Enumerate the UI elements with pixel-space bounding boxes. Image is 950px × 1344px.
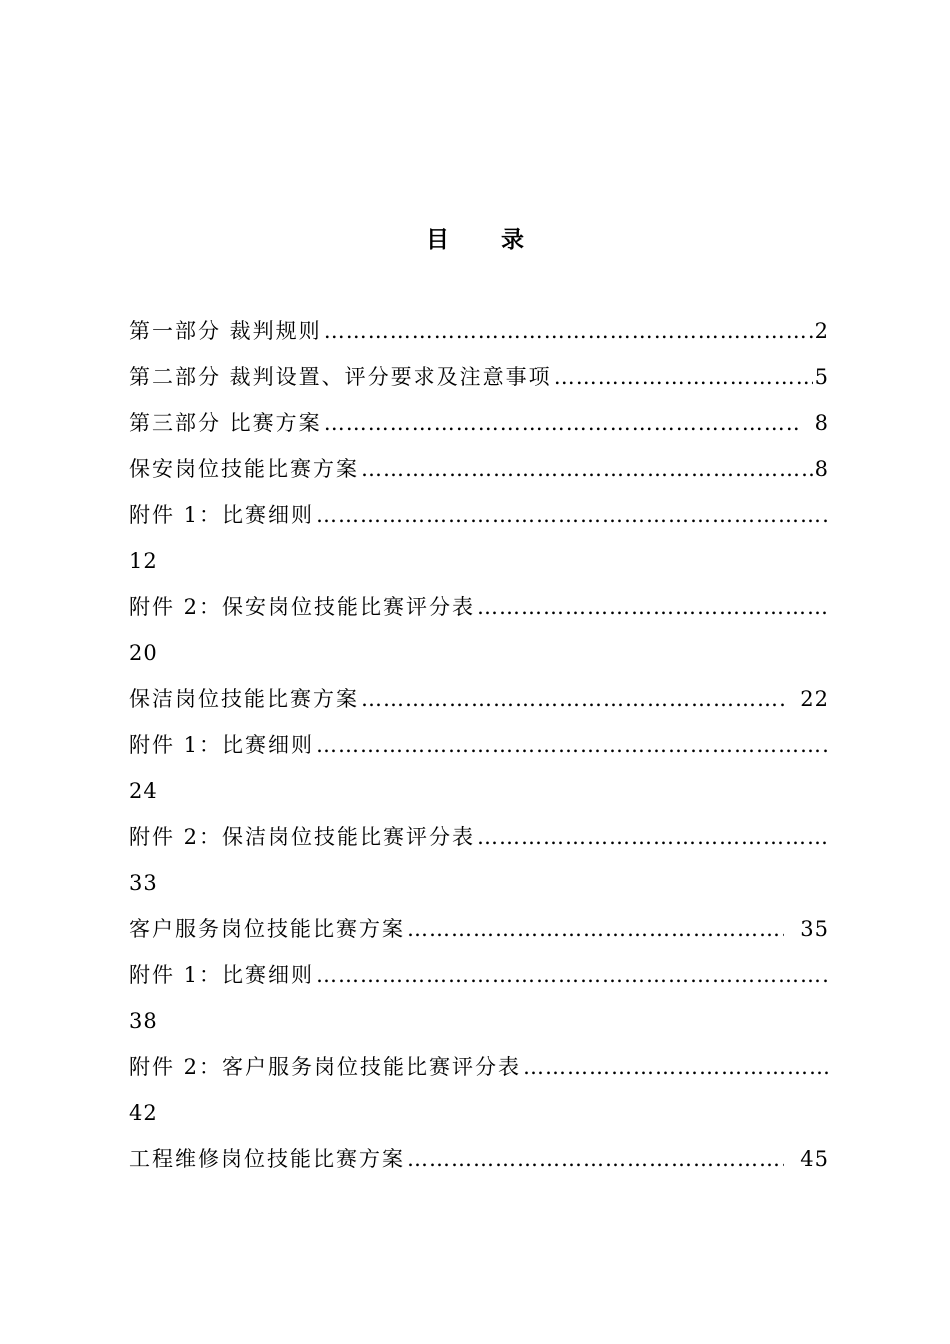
toc-leader-dots bbox=[361, 446, 813, 492]
toc-entry[interactable] bbox=[129, 492, 829, 538]
toc-entry-text: 第三部分 比赛方案 bbox=[129, 411, 322, 435]
toc-entry-page-wrapped[interactable]: 38 bbox=[129, 1009, 158, 1033]
toc-entry-page: 5 bbox=[814, 365, 829, 389]
toc-entry-page-wrapped[interactable]: 24 bbox=[129, 779, 158, 803]
toc-entry[interactable] bbox=[129, 400, 829, 446]
toc-entry-page-wrapped[interactable]: 12 bbox=[129, 549, 158, 573]
toc-leader-dots bbox=[324, 308, 813, 354]
toc-leader-dots bbox=[316, 952, 829, 998]
toc-entry-text: 第一部分 裁判规则 bbox=[129, 319, 322, 343]
toc-leader-dots bbox=[554, 354, 813, 400]
toc-entry[interactable] bbox=[129, 446, 829, 492]
toc-entry-text: 附件 2：客户服务岗位技能比赛评分表 bbox=[129, 1055, 522, 1079]
toc-leader-dots bbox=[407, 906, 784, 952]
toc-list bbox=[129, 308, 829, 1182]
toc-leader-dots bbox=[316, 722, 829, 768]
toc-title: 目 录 bbox=[425, 226, 546, 253]
toc-entry[interactable] bbox=[129, 814, 829, 860]
toc-entry-page: 35 bbox=[800, 917, 829, 941]
toc-entry-page: 45 bbox=[800, 1147, 829, 1171]
toc-entry-page-wrapped[interactable]: 20 bbox=[129, 641, 158, 665]
toc-entry-text: 第二部分 裁判设置、评分要求及注意事项 bbox=[129, 365, 552, 389]
toc-entry-page: 8 bbox=[814, 457, 829, 481]
toc-leader-dots bbox=[477, 584, 829, 630]
toc-entry[interactable] bbox=[129, 354, 829, 400]
toc-entry[interactable] bbox=[129, 952, 829, 998]
toc-entry[interactable] bbox=[129, 1136, 829, 1182]
toc-entry-page: 2 bbox=[814, 319, 829, 343]
toc-entry-text: 附件 2：保洁岗位技能比赛评分表 bbox=[129, 825, 476, 849]
toc-leader-dots bbox=[407, 1136, 784, 1182]
toc-entry[interactable] bbox=[129, 1044, 829, 1090]
toc-entry[interactable] bbox=[129, 308, 829, 354]
toc-leader-dots bbox=[316, 492, 829, 538]
toc-entry-page: 22 bbox=[800, 687, 829, 711]
toc-entry-text: 附件 2：保安岗位技能比赛评分表 bbox=[129, 595, 476, 619]
toc-entry-text: 附件 1：比赛细则 bbox=[129, 733, 315, 757]
toc-entry[interactable] bbox=[129, 906, 829, 952]
toc-entry-text: 保洁岗位技能比赛方案 bbox=[129, 687, 359, 711]
toc-leader-dots bbox=[324, 400, 799, 446]
toc-entry[interactable] bbox=[129, 584, 829, 630]
toc-entry[interactable] bbox=[129, 722, 829, 768]
toc-entry-text: 保安岗位技能比赛方案 bbox=[129, 457, 359, 481]
toc-entry-page-wrapped[interactable]: 42 bbox=[129, 1101, 158, 1125]
toc-entry[interactable] bbox=[129, 676, 829, 722]
toc-entry-text: 附件 1：比赛细则 bbox=[129, 503, 315, 527]
toc-entry-page-wrapped[interactable]: 33 bbox=[129, 871, 158, 895]
toc-leader-dots bbox=[477, 814, 829, 860]
toc-entry-page: 8 bbox=[814, 411, 829, 435]
toc-entry-text: 附件 1：比赛细则 bbox=[129, 963, 315, 987]
toc-leader-dots bbox=[361, 676, 784, 722]
toc-leader-dots bbox=[523, 1044, 829, 1090]
toc-entry-text: 客户服务岗位技能比赛方案 bbox=[129, 917, 405, 941]
toc-entry-text: 工程维修岗位技能比赛方案 bbox=[129, 1147, 405, 1171]
